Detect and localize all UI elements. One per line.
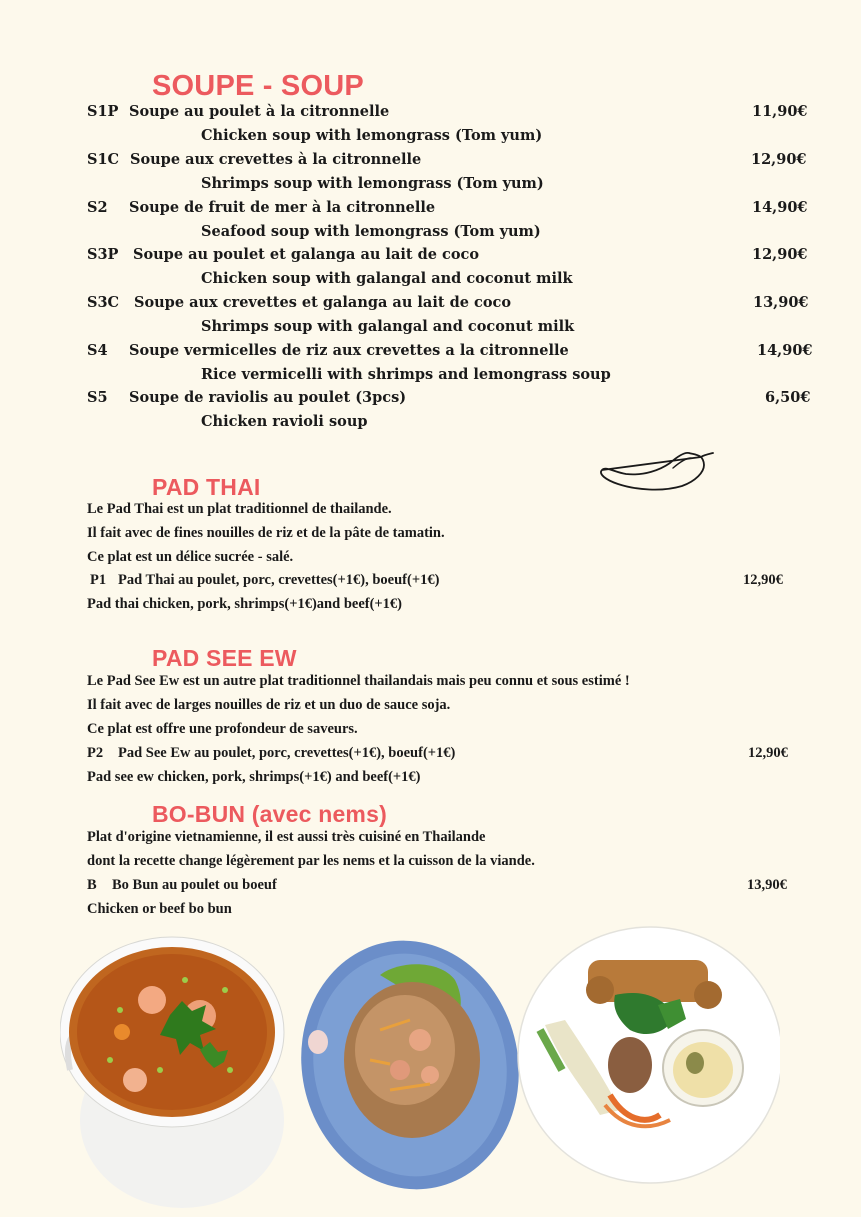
item-code: S5 (87, 389, 108, 406)
item-name-en: Rice vermicelli with shrimps and lemongrass soup (201, 366, 611, 383)
soup-item-s1c (87, 151, 421, 169)
item-price: 12,90€ (743, 572, 783, 588)
item-name-fr: Soupe de fruit de mer à la citronnelle (129, 199, 436, 216)
item-price: 13,90€ (747, 877, 787, 893)
item-name-fr: Soupe de raviolis au poulet (3pcs) (129, 389, 407, 406)
item-name-fr: Soupe au poulet à la citronnelle (129, 103, 390, 120)
tom-yum-soup-bowl (60, 937, 284, 1208)
item-name-en: Seafood soup with lemongrass (Tom yum) (201, 223, 541, 240)
item-code: S2 (87, 199, 108, 216)
item-name-en: Chicken ravioli soup (201, 413, 368, 430)
item-name-fr: Bo Bun au poulet ou boeuf (112, 877, 277, 893)
bo-bun-section-title: BO-BUN (avec nems) (152, 801, 387, 827)
item-name-fr: Soupe au poulet et galanga au lait de coco (133, 246, 480, 263)
pad-thai-section-title: PAD THAI (152, 474, 261, 500)
item-name-en: Shrimps soup with galangal and coconut milk (201, 318, 575, 335)
item-name-fr: Soupe aux crevettes et galanga au lait de coco (134, 294, 511, 311)
soup-item-s4 (87, 342, 569, 360)
soup-item-s3c (87, 294, 511, 312)
item-name-fr: Soupe aux crevettes à la citronnelle (130, 151, 422, 168)
item-name-en: Chicken soup with lemongrass (Tom yum) (201, 127, 543, 144)
pad-see-ew-blue-plate (278, 920, 541, 1209)
bo-bun-description-line: dont la recette change légèrement par les nems et la cuisson de la viande. (87, 853, 535, 869)
soup-item-s3p (87, 246, 479, 264)
item-name-en: Pad see ew chicken, pork, shrimps(+1€) and beef(+1€) (87, 769, 421, 785)
item-code: P1 (90, 572, 107, 588)
item-code: S4 (87, 342, 108, 359)
pad-thai-description-line: Le Pad Thai est un plat traditionnel de thailande. (87, 501, 392, 517)
item-name-fr: Pad Thai au poulet, porc, crevettes(+1€), boeuf(+1€) (118, 572, 440, 588)
item-code: S3C (87, 294, 120, 311)
bo-bun-item-b (87, 876, 277, 894)
item-price: 12,90€ (752, 246, 808, 263)
soup-item-s5 (87, 389, 406, 407)
item-code: S1P (87, 103, 119, 120)
pad-thai-description-line: Ce plat est un délice sucrée - salé. (87, 549, 294, 565)
pad-thai-item-p1 (90, 571, 439, 589)
item-name-en: Pad thai chicken, pork, shrimps(+1€)and beef(+1€) (87, 596, 402, 612)
item-code: S1C (87, 151, 120, 168)
pad-thai-description-line: Il fait avec de fines nouilles de riz et de la pâte de tamatin. (87, 525, 445, 541)
food-photos (60, 920, 780, 1210)
item-price: 12,90€ (748, 745, 788, 761)
item-code: S3P (87, 246, 119, 263)
item-name-fr: Soupe vermicelles de riz aux crevettes a la citronnelle (129, 342, 569, 359)
soup-item-s1p (87, 103, 389, 121)
pad-see-ew-section-title: PAD SEE EW (152, 645, 297, 671)
chili-pepper-icon (596, 448, 718, 498)
item-name-en: Shrimps soup with lemongrass (Tom yum) (201, 175, 544, 192)
item-price: 11,90€ (752, 103, 808, 120)
bo-bun-description-line: Plat d'origine vietnamienne, il est aussi très cuisiné en Thailande (87, 829, 486, 845)
item-price: 12,90€ (751, 151, 807, 168)
pad-see-ew-description-line: Ce plat est offre une profondeur de saveurs. (87, 721, 358, 737)
item-code: B (87, 877, 97, 893)
pad-see-ew-item-p2 (87, 744, 455, 762)
bo-bun-white-plate (518, 927, 780, 1183)
pad-see-ew-description-line: Le Pad See Ew est un autre plat traditionnel thailandais mais peu connu et sous estimé ! (87, 673, 630, 689)
item-price: 13,90€ (753, 294, 809, 311)
item-price: 14,90€ (752, 199, 808, 216)
item-name-en: Chicken or beef bo bun (87, 901, 232, 917)
item-name-fr: Pad See Ew au poulet, porc, crevettes(+1€), boeuf(+1€) (118, 745, 456, 761)
soup-section-title: SOUPE - SOUP (152, 70, 364, 102)
item-price: 14,90€ (757, 342, 813, 359)
soup-item-s2 (87, 199, 435, 217)
pad-see-ew-description-line: Il fait avec de larges nouilles de riz et un duo de sauce soja. (87, 697, 451, 713)
item-name-en: Chicken soup with galangal and coconut milk (201, 270, 573, 287)
item-code: P2 (87, 745, 104, 761)
item-price: 6,50€ (765, 389, 811, 406)
